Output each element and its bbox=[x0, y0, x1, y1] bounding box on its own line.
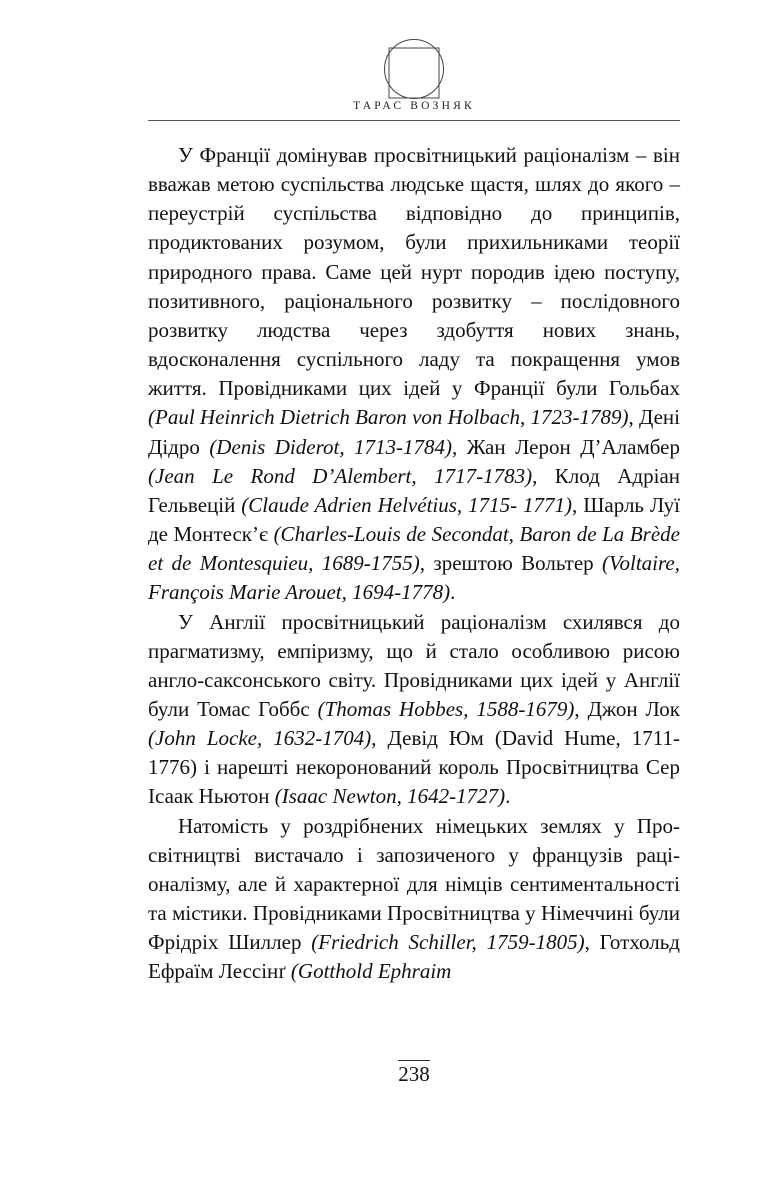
italic-citation: (Thomas Hobbes, 1588-1679) bbox=[317, 696, 575, 721]
text-run: , Девід Юм (David Hume, 1711-1776) і нарешті некоронований король Просвітництва Сер Ісаак Ньютон bbox=[148, 726, 680, 809]
italic-citation: (Gotthold Ephraim bbox=[290, 959, 452, 984]
italic-citation: (Paul Heinrich Dietrich Baron von Holbach, 1723-1789) bbox=[148, 405, 629, 430]
body-text bbox=[148, 141, 680, 987]
text-run: , Жан Лерон Д’Аламбер bbox=[452, 434, 680, 459]
text-run: , Дені Дідро bbox=[148, 405, 680, 459]
text-run: , Клод Адріан Гельвецій bbox=[148, 463, 681, 517]
text-run: , Готхольд Ефраїм Лессінґ bbox=[148, 930, 680, 984]
text-run: , Шарль Луї де Монтеск’є bbox=[148, 492, 681, 547]
italic-citation: (Friedrich Schiller, 1759-1805) bbox=[311, 930, 585, 955]
text-run: У Англії просвітницький раціоналізм схилявся до прагматизму, емпіризму, що й стало особливою рисою англо-саксонського світу. Провідниками цих ідей у Англії були Томас Гоббс bbox=[148, 609, 680, 721]
italic-citation: (Charles-Louis de Secondat, Baron de La Brède et de Montesquieu, 1689-1755) bbox=[148, 522, 680, 576]
page-number: 238 bbox=[398, 1062, 430, 1086]
text-run: . bbox=[450, 580, 456, 605]
italic-citation: (John Locke, 1632-1704) bbox=[148, 726, 372, 751]
italic-citation: (Isaac Newton, 1642-1727) bbox=[274, 784, 506, 809]
paragraph-england bbox=[148, 608, 680, 812]
page-footer bbox=[148, 1060, 680, 1087]
text-run: , Джон Лок bbox=[574, 696, 680, 721]
text-run: . bbox=[505, 784, 511, 809]
square-in-circle-logo bbox=[383, 38, 445, 100]
italic-citation: (Voltaire, François Marie Arouet, 1694-1778) bbox=[148, 551, 680, 605]
italic-citation: (Denis Diderot, 1713-1784) bbox=[209, 434, 453, 459]
text-run: Натомість у роздрібнених німецьких землях у Просвітництві вистачало і запозиченого у французів раціоналізму, але й характерної для німців сентиментальності та містики. Провідниками Просвітництва у Німеччині були Фрідріх Шиллер bbox=[148, 813, 680, 955]
running-head-author: ТАРАС ВОЗНЯК bbox=[353, 100, 475, 112]
text-run: , зрештою Вольтер bbox=[419, 551, 603, 576]
paragraph-france bbox=[148, 141, 680, 608]
header-rule bbox=[148, 120, 680, 121]
paragraph-germany bbox=[148, 812, 680, 987]
italic-citation: (Claude Adrien Helvétius, 1715- 1771) bbox=[241, 492, 573, 517]
text-run: У Франції домінував просвітницький раціоналізм – він вважав метою суспільства людське щастя, шлях до якого – переустрій суспільства відповідно до принципів, продиктованих розумом, були прихильниками теорії природного права. Саме цей нурт породив ідею поступу, позитивного, раціонального розвитку – послідовного розвитку людства через здобуття нових знань, вдосконалення суспільного ладу та покращення умов життя. Провідниками цих ідей у Франції були Гольбах bbox=[148, 143, 680, 401]
italic-citation: (Jean Le Rond D’Alembert, 1717-1783) bbox=[148, 463, 533, 488]
